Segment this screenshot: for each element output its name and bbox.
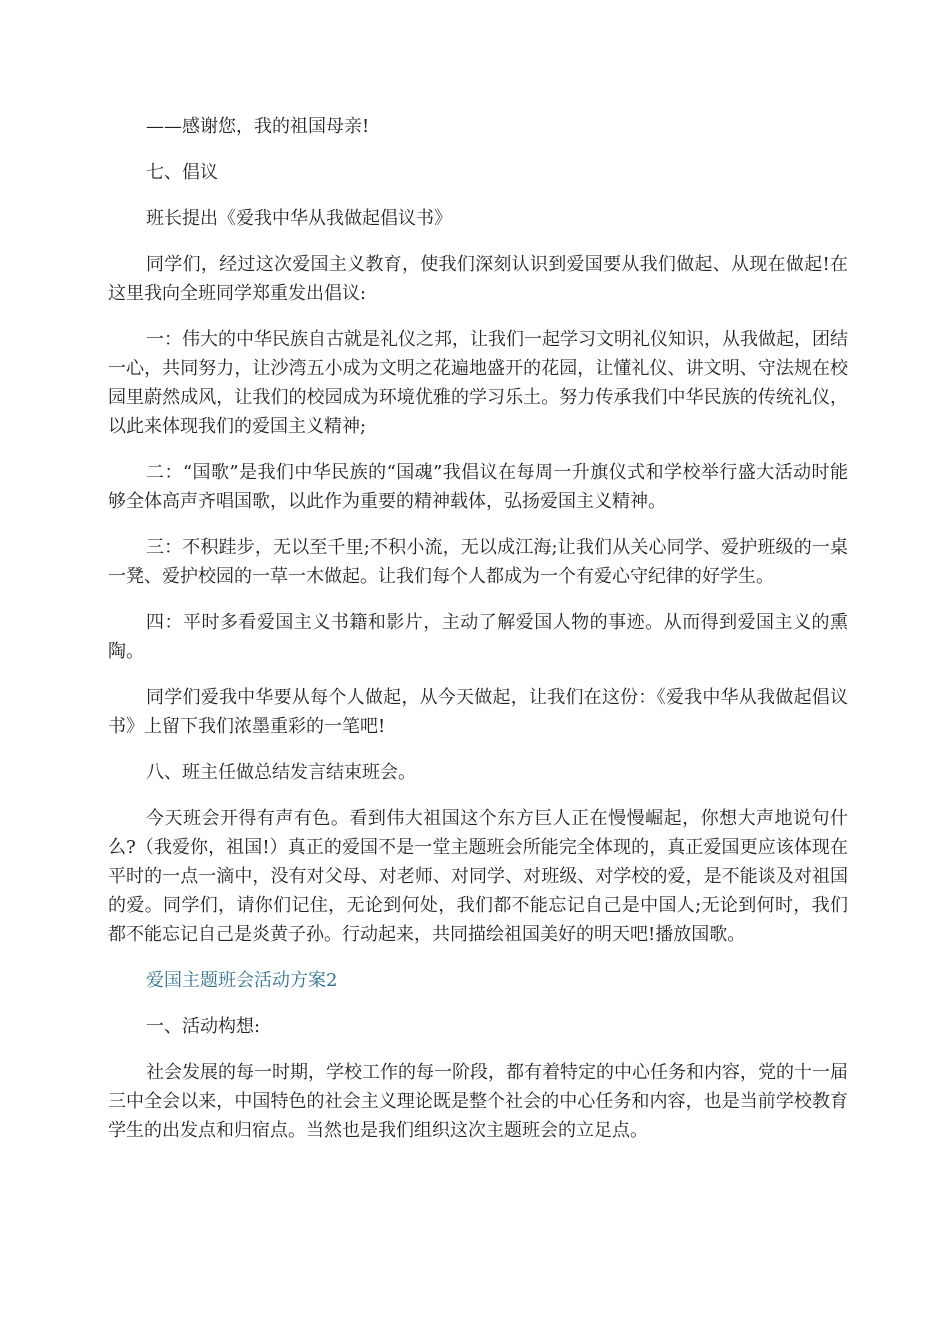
section-heading-proposal: 七、倡议 [146,162,218,183]
paragraph-thanks: ——感谢您，我的祖国母亲! [146,116,370,137]
document-body [108,112,848,1162]
paragraph-proposal-four: 四：平时多看爱国主义书籍和影片，主动了解爱国人物的事迹。从而得到爱国主义的熏陶。 [108,612,848,662]
plan-title: 爱国主题班会活动方案2 [146,970,338,991]
paragraph-classmates-intro: 同学们，经过这次爱国主义教育，使我们深刻认识到爱国要从我们做起、从现在做起!在这里我向全班同学郑重发出倡议: [108,254,848,304]
paragraph-proposal-one: 一：伟大的中华民族自古就是礼仪之邦，让我们一起学习文明礼仪知识，从我做起，团结一心，共同努力，让沙湾五小成为文明之花遍地盛开的花园，让懂礼仪、讲文明、守法规在校园里蔚然成风，让我们的校园成为环境优雅的学习乐土。努力传承我们中华民族的传统礼仪，以此来体现我们的爱国主义精神; [108,329,848,437]
paragraph-proposal-three: 三：不积跬步，无以至千里;不积小流，无以成江海;让我们从关心同学、爱护班级的一桌一凳、爱护校园的一草一木做起。让我们每个人都成为一个有爱心守纪律的好学生。 [108,537,848,587]
section-heading-concept: 一、活动构想: [146,1016,261,1037]
paragraph-monitor-proposal: 班长提出《爱我中华从我做起倡议书》 [146,208,452,229]
paragraph-proposal-two: 二：“国歌”是我们中华民族的“国魂”我倡议在每周一升旗仪式和学校举行盛大活动时能够全体高声齐唱国歌，以此作为重要的精神载体，弘扬爱国主义精神。 [108,462,848,512]
paragraph-summary: 今天班会开得有声有色。看到伟大祖国这个东方巨人正在慢慢崛起，你想大声地说句什么?（我爱你，祖国!）真正的爱国不是一堂主题班会所能完全体现的，真正爱国更应该体现在平时的一点一滴中，没有对父母、对老师、对同学、对班级、对学校的爱，是不能谈及对祖国的爱。同学们，请你们记住，无论到何处，我们都不能忘记自己是中国人;无论到何时，我们都不能忘记自己是炎黄子孙。行动起来，共同描绘祖国美好的明天吧!播放国歌。 [108,808,848,945]
section-heading-summary: 八、班主任做总结发言结束班会。 [146,762,416,783]
paragraph-concept: 社会发展的每一时期，学校工作的每一阶段，都有着特定的中心任务和内容，党的十一届三中全会以来，中国特色的社会主义理论既是整个社会的中心任务和内容，也是当前学校教育学生的出发点和归宿点。当然也是我们组织这次主题班会的立足点。 [108,1062,848,1141]
paragraph-call-to-action: 同学们爱我中华要从每个人做起，从今天做起，让我们在这份：《爱我中华从我做起倡议书》上留下我们浓墨重彩的一笔吧! [108,687,848,737]
